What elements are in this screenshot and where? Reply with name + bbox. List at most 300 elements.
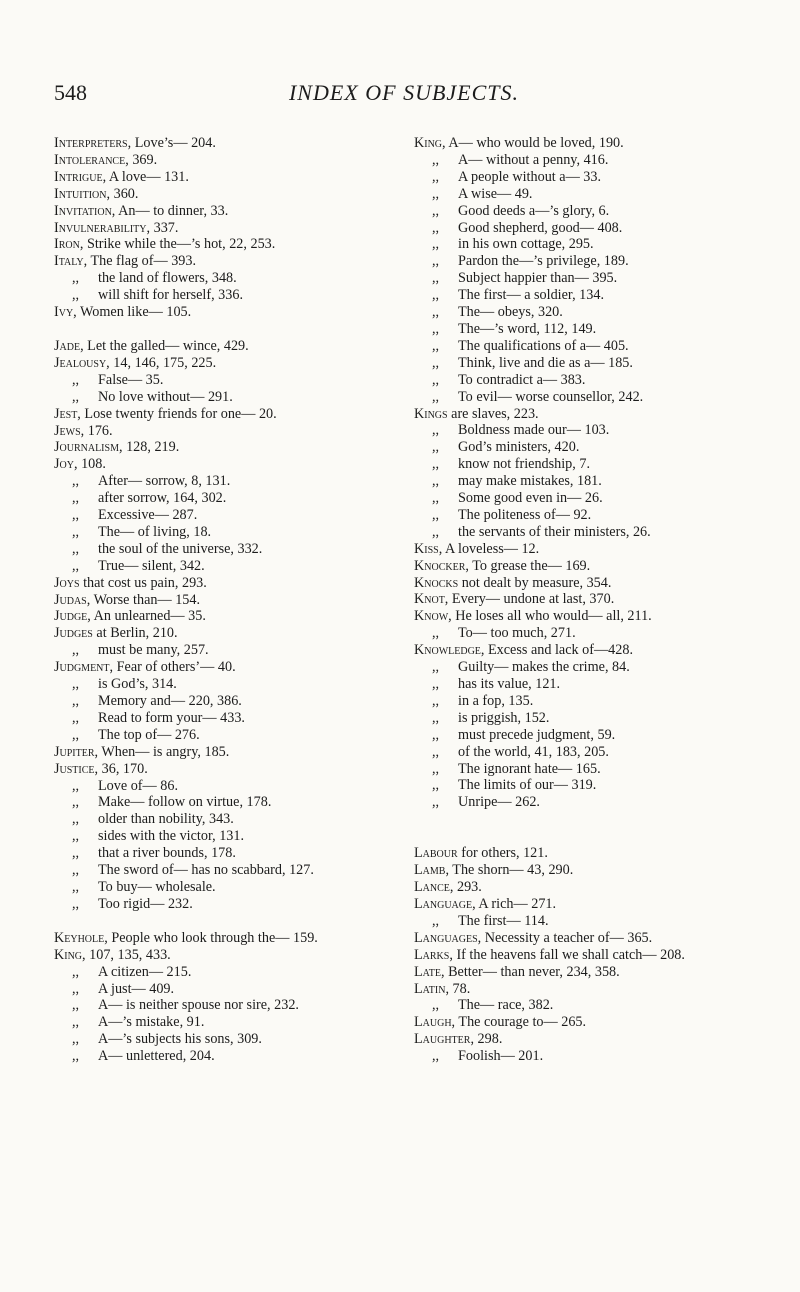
entry-text: A love— 131.	[108, 168, 189, 185]
index-subentry	[54, 997, 396, 1014]
index-subentry	[54, 981, 396, 998]
entry-heading: Laugh,	[414, 1014, 456, 1031]
entry-text: The limits of our— 319.	[458, 777, 597, 794]
index-entry	[414, 896, 756, 913]
index-subentry	[414, 727, 756, 744]
index-entry	[54, 236, 396, 253]
entry-text: Read to form your— 433.	[98, 709, 245, 726]
index-subentry	[54, 1014, 396, 1031]
entry-text: Fear of others’— 40.	[116, 659, 236, 676]
ditto-mark: ,,	[432, 202, 440, 219]
ditto-mark: ,,	[432, 912, 440, 929]
ditto-mark: ,,	[72, 980, 80, 997]
index-entry	[414, 575, 756, 592]
entry-text: The politeness of— 92.	[458, 506, 592, 523]
index-subentry	[414, 236, 756, 253]
ditto-mark: ,,	[432, 168, 440, 185]
entry-text: To grease the— 169.	[472, 557, 591, 574]
entry-text: Unripe— 262.	[458, 794, 540, 811]
ditto-mark: ,,	[72, 507, 80, 524]
entry-text: Lose twenty friends for one— 20.	[84, 405, 277, 422]
ditto-mark: ,,	[72, 997, 80, 1014]
entry-text: 78.	[452, 980, 471, 997]
ditto-mark: ,,	[432, 422, 440, 439]
entry-text: To— too much, 271.	[458, 625, 576, 642]
index-entry	[414, 591, 756, 608]
entry-text: will shift for herself, 336.	[98, 287, 243, 304]
index-subentry	[414, 693, 756, 710]
index-entry	[54, 186, 396, 203]
index-entry	[54, 456, 396, 473]
entry-heading: Judas,	[54, 591, 91, 608]
index-subentry	[54, 1048, 396, 1065]
index-entry	[54, 592, 396, 609]
entry-text: No love without— 291.	[98, 388, 233, 405]
ditto-mark: ,,	[432, 185, 440, 202]
ditto-mark: ,,	[432, 760, 440, 777]
entry-text: that cost us pain, 293.	[83, 574, 207, 591]
entry-text: The—’s word, 112, 149.	[458, 320, 597, 337]
ditto-mark: ,,	[432, 253, 440, 270]
index-subentry	[54, 676, 396, 693]
index-subentry	[54, 778, 396, 795]
entry-heading: Judges	[54, 625, 93, 642]
ditto-mark: ,,	[432, 456, 440, 473]
index-entry	[414, 879, 756, 896]
index-entry	[54, 152, 396, 169]
entry-text: is God’s, 314.	[98, 676, 177, 693]
section-gap	[414, 811, 756, 828]
ditto-mark: ,,	[72, 794, 80, 811]
index-entry	[54, 659, 396, 676]
ditto-mark: ,,	[432, 997, 440, 1014]
entry-heading: Jews,	[54, 422, 85, 439]
ditto-mark: ,,	[432, 490, 440, 507]
index-entry	[414, 406, 756, 423]
index-entry	[414, 964, 756, 981]
entry-text: To contradict a— 383.	[458, 371, 586, 388]
index-entry	[54, 338, 396, 355]
index-entry	[414, 947, 756, 964]
index-entry	[54, 406, 396, 423]
entry-text: know not friendship, 7.	[458, 456, 591, 473]
entry-text: A loveless— 12.	[445, 540, 540, 557]
ditto-mark: ,,	[432, 659, 440, 676]
entry-heading: Language,	[414, 895, 476, 912]
index-subentry	[414, 1048, 756, 1065]
index-subentry	[414, 152, 756, 169]
ditto-mark: ,,	[432, 709, 440, 726]
entry-heading: Kiss,	[414, 540, 443, 557]
entry-heading: Intuition,	[54, 185, 111, 202]
index-subentry	[414, 456, 756, 473]
entry-heading: Italy,	[54, 253, 88, 270]
ditto-mark: ,,	[432, 625, 440, 642]
entry-text: A— without a penny, 416.	[458, 151, 609, 168]
entry-text: Excess and lack of—428.	[488, 642, 633, 659]
index-subentry	[414, 422, 756, 439]
ditto-mark: ,,	[72, 845, 80, 862]
entry-text: Too rigid— 232.	[98, 895, 193, 912]
index-column-right	[414, 135, 756, 1065]
index-subentry	[414, 794, 756, 811]
entry-heading: King,	[414, 135, 446, 151]
entry-text: 36, 170.	[101, 760, 148, 777]
entry-text: must be many, 257.	[98, 642, 209, 659]
entry-text: A just— 409.	[98, 980, 175, 997]
entry-heading: Jealousy,	[54, 354, 110, 371]
ditto-mark: ,,	[72, 1031, 80, 1048]
section-gap	[54, 913, 396, 930]
entry-heading: Jade,	[54, 337, 84, 354]
entry-heading: Invitation,	[54, 202, 116, 219]
entry-text: The— of living, 18.	[98, 523, 212, 540]
index-subentry	[414, 625, 756, 642]
ditto-mark: ,,	[72, 828, 80, 845]
entry-text: If the heavens fall we shall catch— 208.	[456, 946, 685, 963]
index-subentry	[54, 845, 396, 862]
entry-text: Strike while the—’s hot, 22, 253.	[86, 236, 276, 253]
ditto-mark: ,,	[432, 151, 440, 168]
entry-text: The first— 114.	[458, 912, 549, 929]
entry-text: not dealt by measure, 354.	[461, 574, 612, 591]
entry-text: Memory and— 220, 386.	[98, 693, 242, 709]
index-subentry	[54, 558, 396, 575]
index-subentry	[414, 659, 756, 676]
ditto-mark: ,,	[432, 371, 440, 388]
entry-text: The sword of— has no scabbard, 127.	[98, 862, 314, 879]
entry-text: He loses all who would— all, 211.	[455, 608, 652, 625]
ditto-mark: ,,	[72, 557, 80, 574]
entry-text: Women like— 105.	[80, 304, 192, 321]
entry-text: sides with the victor, 131.	[98, 828, 245, 845]
ditto-mark: ,,	[72, 895, 80, 912]
entry-text: God’s ministers, 420.	[458, 439, 580, 456]
entry-text: 293.	[456, 879, 482, 896]
entry-heading: Ivy,	[54, 304, 77, 321]
entry-heading: King,	[54, 946, 86, 963]
entry-text: of the world, 41, 183, 205.	[458, 743, 609, 760]
index-entry	[54, 947, 396, 964]
ditto-mark: ,,	[432, 236, 440, 253]
index-subentry	[54, 862, 396, 879]
ditto-mark: ,,	[432, 354, 440, 371]
ditto-mark: ,,	[72, 811, 80, 828]
entry-text: Subject happier than— 395.	[458, 270, 618, 287]
entry-text: Better— than never, 234, 358.	[448, 963, 620, 980]
ditto-mark: ,,	[432, 506, 440, 523]
ditto-mark: ,,	[72, 878, 80, 895]
index-entry	[54, 744, 396, 761]
index-entry	[414, 135, 756, 152]
entry-heading: Interpreters,	[54, 135, 132, 151]
entry-text: The— obeys, 320.	[458, 304, 563, 321]
entry-heading: Late,	[414, 963, 445, 980]
index-entry	[54, 169, 396, 186]
index-subentry	[54, 270, 396, 287]
index-subentry	[54, 1031, 396, 1048]
entry-text: 176.	[87, 422, 113, 439]
index-subentry	[54, 879, 396, 896]
page-number: 548	[54, 80, 87, 105]
ditto-mark: ,,	[72, 676, 80, 693]
ditto-mark: ,,	[72, 287, 80, 304]
entry-text: The qualifications of a— 405.	[458, 337, 629, 354]
entry-heading: Judge,	[54, 608, 91, 625]
ditto-mark: ,,	[72, 371, 80, 388]
entry-heading: Jest,	[54, 405, 81, 422]
ditto-mark: ,,	[72, 726, 80, 743]
index-subentry	[54, 828, 396, 845]
ditto-mark: ,,	[72, 1014, 80, 1031]
index-entry	[414, 1014, 756, 1031]
entry-text: in his own cottage, 295.	[458, 236, 594, 253]
entry-heading: Knocks	[414, 574, 459, 591]
ditto-mark: ,,	[72, 709, 80, 726]
index-subentry	[54, 287, 396, 304]
entry-text: A—’s subjects his sons, 309.	[98, 1031, 262, 1048]
entry-text: An— to dinner, 33.	[118, 202, 229, 219]
entry-text: Make— follow on virtue, 178.	[98, 794, 272, 811]
entry-text: for others, 121.	[461, 845, 548, 862]
index-subentry	[54, 693, 396, 710]
index-subentry	[54, 727, 396, 744]
ditto-mark: ,,	[432, 473, 440, 490]
ditto-mark: ,,	[432, 219, 440, 236]
ditto-mark: ,,	[72, 388, 80, 405]
index-entry	[54, 135, 396, 152]
ditto-mark: ,,	[432, 777, 440, 794]
ditto-mark: ,,	[432, 388, 440, 405]
entry-text: The top of— 276.	[98, 726, 200, 743]
index-entry	[54, 220, 396, 237]
entry-text: When— is angry, 185.	[101, 743, 230, 760]
entry-text: A wise— 49.	[458, 185, 533, 202]
entry-text: 298.	[477, 1031, 503, 1048]
entry-text: People who look through the— 159.	[111, 929, 318, 946]
entry-text: After— sorrow, 8, 131.	[98, 473, 231, 490]
ditto-mark: ,,	[72, 540, 80, 557]
ditto-mark: ,,	[432, 794, 440, 811]
entry-text: is priggish, 152.	[458, 709, 550, 726]
entry-text: Foolish— 201.	[458, 1048, 544, 1065]
entry-text: Some good even in— 26.	[458, 490, 603, 507]
index-subentry	[54, 507, 396, 524]
entry-heading: Knocker,	[414, 557, 469, 574]
index-subentry	[414, 473, 756, 490]
entry-heading: Knot,	[414, 591, 449, 608]
entry-text: A— is neither spouse nor sire, 232.	[98, 997, 299, 1014]
index-subentry	[54, 389, 396, 406]
index-subentry	[414, 287, 756, 304]
entry-heading: Intolerance,	[54, 151, 129, 168]
index-subentry	[414, 439, 756, 456]
entry-text: 360.	[113, 185, 139, 202]
entry-text: True— silent, 342.	[98, 557, 205, 574]
index-entry	[54, 930, 396, 947]
index-subentry	[414, 490, 756, 507]
entry-text: Every— undone at last, 370.	[451, 591, 615, 608]
entry-text: A— who would be loved, 190.	[448, 135, 624, 151]
index-entry	[54, 625, 396, 642]
ditto-mark: ,,	[432, 1048, 440, 1065]
index-subentry	[414, 997, 756, 1014]
index-entry	[54, 575, 396, 592]
ditto-mark: ,,	[72, 490, 80, 507]
ditto-mark: ,,	[72, 642, 80, 659]
entry-text: older than nobility, 343.	[98, 811, 234, 828]
index-subentry	[414, 304, 756, 321]
ditto-mark: ,,	[432, 337, 440, 354]
index-subentry	[54, 811, 396, 828]
entry-heading: Invulnerability,	[54, 219, 151, 236]
index-subentry	[414, 744, 756, 761]
index-entry	[414, 1031, 756, 1048]
entry-text: The courage to— 265.	[458, 1014, 587, 1031]
entry-heading: Knowledge,	[414, 642, 485, 659]
index-subentry	[414, 220, 756, 237]
index-entry	[54, 253, 396, 270]
index-subentry	[414, 355, 756, 372]
entry-text: The flag of— 393.	[90, 253, 197, 270]
index-entry	[414, 642, 756, 659]
index-entry	[54, 761, 396, 778]
entry-text: the soul of the universe, 332.	[98, 540, 263, 557]
ditto-mark: ,,	[432, 692, 440, 709]
entry-text: The shorn— 43, 290.	[452, 862, 574, 879]
index-entry	[414, 862, 756, 879]
ditto-mark: ,,	[72, 862, 80, 879]
page-header	[54, 80, 754, 110]
entry-text: that a river bounds, 178.	[98, 845, 236, 862]
index-entry	[54, 608, 396, 625]
ditto-mark: ,,	[72, 270, 80, 287]
entry-text: 108.	[81, 456, 106, 473]
index-subentry	[54, 642, 396, 659]
entry-text: To buy— wholesale.	[98, 878, 216, 895]
entry-text: An unlearned— 35.	[93, 608, 206, 625]
ditto-mark: ,,	[72, 473, 80, 490]
ditto-mark: ,,	[72, 963, 80, 980]
ditto-mark: ,,	[432, 287, 440, 304]
index-entry	[414, 558, 756, 575]
index-subentry	[54, 372, 396, 389]
entry-text: 369.	[132, 151, 158, 168]
index-subentry	[54, 710, 396, 727]
entry-text: after sorrow, 164, 302.	[98, 490, 227, 507]
entry-heading: Justice,	[54, 760, 99, 777]
entry-text: The ignorant hate— 165.	[458, 760, 601, 777]
entry-heading: Laughter,	[414, 1031, 474, 1048]
entry-text: Excessive— 287.	[98, 507, 198, 524]
ditto-mark: ,,	[432, 676, 440, 692]
entry-text: False— 35.	[98, 371, 164, 388]
ditto-mark: ,,	[432, 743, 440, 760]
ditto-mark: ,,	[432, 270, 440, 287]
ditto-mark: ,,	[72, 1048, 80, 1065]
entry-heading: Languages,	[414, 929, 482, 946]
index-entry	[414, 981, 756, 998]
entry-text: A people without a— 33.	[458, 168, 602, 185]
index-subentry	[414, 761, 756, 778]
entry-heading: Joys	[54, 574, 80, 591]
index-entry	[414, 845, 756, 862]
entry-heading: Labour	[414, 845, 458, 862]
entry-text: Pardon the—’s privilege, 189.	[458, 253, 629, 270]
ditto-mark: ,,	[432, 523, 440, 540]
entry-heading: Latin,	[414, 980, 449, 997]
entry-text: Let the galled— wince, 429.	[87, 337, 249, 354]
ditto-mark: ,,	[72, 777, 80, 794]
entry-text: 107, 135, 433.	[89, 946, 171, 963]
entry-text: Boldness made our— 103.	[458, 422, 610, 439]
entry-text: 128, 219.	[126, 439, 180, 456]
index-subentry	[414, 524, 756, 541]
index-entry	[54, 423, 396, 440]
index-subentry	[54, 524, 396, 541]
entry-text: A citizen— 215.	[98, 963, 192, 980]
ditto-mark: ,,	[432, 304, 440, 321]
index-subentry	[414, 253, 756, 270]
entry-text: Love of— 86.	[98, 777, 178, 794]
entry-text: must precede judgment, 59.	[458, 726, 616, 743]
entry-text: may make mistakes, 181.	[458, 473, 602, 490]
entry-text: To evil— worse counsellor, 242.	[458, 388, 644, 405]
index-subentry	[414, 321, 756, 338]
entry-text: the land of flowers, 348.	[98, 270, 237, 287]
index-subentry	[54, 490, 396, 507]
index-entry	[54, 439, 396, 456]
entry-text: Worse than— 154.	[93, 591, 201, 608]
entry-text: 337.	[153, 219, 179, 236]
entry-text: A rich— 271.	[478, 895, 557, 912]
index-subentry	[54, 896, 396, 913]
entry-text: The— race, 382.	[458, 997, 554, 1014]
entry-text: at Berlin, 210.	[96, 625, 178, 642]
entry-text: Think, live and die as a— 185.	[458, 354, 633, 371]
ditto-mark: ,,	[432, 439, 440, 456]
entry-heading: Judgment,	[54, 659, 114, 676]
index-subentry	[414, 710, 756, 727]
index-subentry	[54, 964, 396, 981]
index-entry	[54, 304, 396, 321]
index-entry	[54, 355, 396, 372]
entry-heading: Journalism,	[54, 439, 123, 456]
entry-text: A— unlettered, 204.	[98, 1048, 215, 1065]
index-subentry	[414, 186, 756, 203]
ditto-mark: ,,	[72, 523, 80, 540]
entry-text: has its value, 121.	[458, 676, 561, 692]
entry-text: 14, 146, 175, 225.	[113, 354, 217, 371]
entry-text: The first— a soldier, 134.	[458, 287, 605, 304]
entry-heading: Intrigue,	[54, 168, 107, 185]
entry-text: Guilty— makes the crime, 84.	[458, 659, 630, 676]
entry-heading: Lance,	[414, 879, 454, 896]
index-subentry	[414, 676, 756, 693]
entry-heading: Larks,	[414, 946, 453, 963]
index-subentry	[414, 777, 756, 794]
running-title: INDEX OF SUBJECTS.	[288, 80, 520, 105]
section-gap	[54, 321, 396, 338]
ditto-mark: ,,	[432, 320, 440, 337]
entry-text: Love’s— 204.	[134, 135, 216, 151]
ditto-mark: ,,	[72, 693, 80, 709]
index-entry	[54, 203, 396, 220]
index-subentry	[54, 541, 396, 558]
entry-text: Necessity a teacher of— 365.	[484, 929, 653, 946]
entry-heading: Iron,	[54, 236, 84, 253]
index-subentry	[414, 203, 756, 220]
